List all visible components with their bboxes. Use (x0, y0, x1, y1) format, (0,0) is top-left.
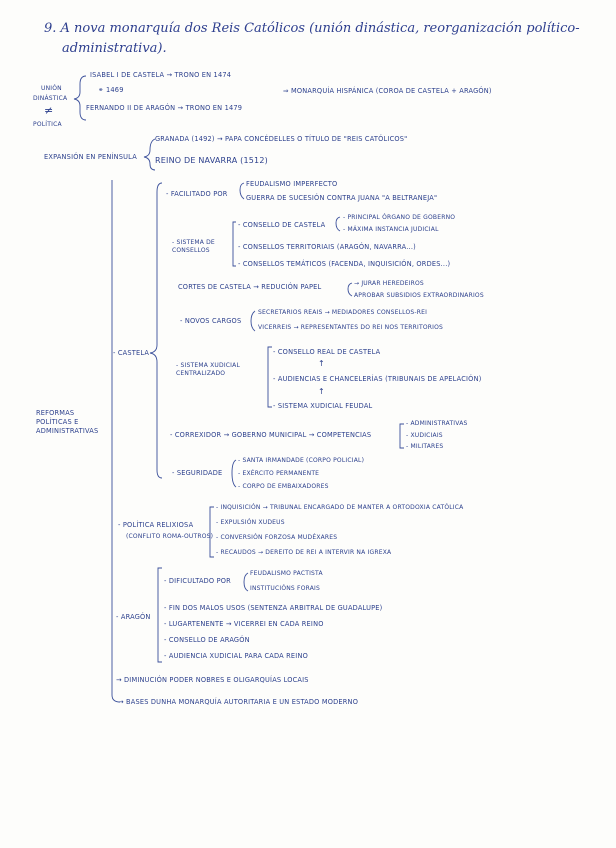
dificultado-item-2: INSTITUCIÓNS FORAIS (250, 585, 321, 592)
competencia-2: - XUDICIAIS (406, 432, 443, 439)
xudicial-item-1: - CONSELLO REAL DE CASTELA (273, 348, 381, 356)
seguridade-item-3: - CORPO DE EMBAIXADORES (238, 483, 329, 490)
fernando-line: FERNANDO II DE ARAGÓN → TRONO EN 1479 (86, 104, 243, 112)
navarra-line: REINO DE NAVARRA (1512) (155, 156, 268, 165)
facilitado-label: - FACILITADO POR (166, 190, 228, 198)
facilitado-item-1: FEUDALISMO IMPERFECTO (246, 180, 338, 188)
correxidor-label: - CORREXIDOR → GOBERNO MUNICIPAL → COMPETENCIAS (170, 431, 372, 439)
relixiosa-item-2: - EXPULSIÓN XUDEUS (216, 519, 285, 526)
relixiosa-item-3: - CONVERSIÓN FORZOSA MUDÉXARES (216, 534, 338, 541)
aragon-item-3: - CONSELLO DE ARAGÓN (164, 636, 250, 644)
up-arrow-icon: ↑ (318, 359, 325, 368)
cortes-item-2: APROBAR SUBSIDIOS EXTRAORDINARIOS (354, 292, 484, 299)
xudicial-item-2: - AUDIENCIAS E CHANCELERÍAS (TRIBUNAIS DE APELACIÓN) (273, 375, 482, 383)
relixiosa-label: - POLÍTICA RELIXIOSA (118, 521, 194, 529)
expansion-label: EXPANSIÓN EN PENÍNSULA (44, 153, 137, 161)
consello-castela-item-2: - MÁXIMA INSTANCIA JUDICIAL (343, 226, 439, 233)
seguridade-label: - SEGURIDADE (172, 469, 223, 477)
up-arrow-icon-2: ↑ (318, 387, 325, 396)
consellos-territoriais: - CONSELLOS TERRITORIAIS (ARAGÓN, NAVARRA...) (238, 243, 416, 251)
not-equal-sign: ≠ (44, 104, 54, 117)
page-title: 9. A nova monarquía dos Reis Católicos (unión dinástica, reorganización político- (44, 21, 580, 36)
novos-cargos-label: - NOVOS CARGOS (180, 317, 242, 325)
union-result: ⇒ MONARQUÍA HISPÁNICA (COROA DE CASTELA + ARAGÓN) (283, 87, 492, 95)
union-label-3: POLÍTICA (33, 121, 62, 128)
cortes-item-1: → JURAR HEREDEIROS (354, 280, 424, 287)
consellos-label: - SISTEMA DE CONSELLOS (172, 239, 215, 254)
page-title-cont: administrativa). (62, 41, 167, 56)
footer-line-1: → DIMINUCIÓN PODER NOBRES E OLIGARQUÍAS LOCAIS (116, 676, 309, 684)
union-label-1: UNIÓN (41, 85, 62, 92)
facilitado-item-2: GUERRA DE SUCESIÓN CONTRA JUANA "A BELTRANEJA" (246, 194, 438, 202)
seguridade-item-2: - EXÉRCITO PERMANENTE (238, 470, 320, 477)
cortes-label: CORTES DE CASTELA → REDUCIÓN PAPEL (178, 283, 322, 291)
aragon-item-4: - AUDIENCIA XUDICIAL PARA CADA REINO (164, 652, 308, 660)
novos-cargos-item-1: SECRETARIOS REAIS → MEDIADORES CONSELLOS-REI (258, 309, 428, 316)
footer-line-2: → BASES DUNHA MONARQUÍA AUTORITARIA E UN ESTADO MODERNO (118, 698, 359, 706)
consellos-tematicos: - CONSELLOS TEMÁTICOS (FACENDA, INQUISICIÓN, ORDES...) (238, 260, 451, 268)
marriage-line: ⚭ 1469 (98, 86, 124, 94)
competencia-1: - ADMINISTRATIVAS (406, 420, 468, 427)
xudicial-item-3: - SISTEMA XUDICIAL FEUDAL (273, 402, 373, 410)
isabel-line: ISABEL I DE CASTELA → TRONO EN 1474 (90, 71, 232, 79)
relixiosa-sub: (CONFLITO ROMA-OUTROS) (126, 533, 214, 540)
castela-label: - CASTELA (113, 349, 150, 357)
granada-line: GRANADA (1492) → PAPA CONCÉDELLES O TÍTULO DE "REIS CATÓLICOS" (155, 135, 408, 143)
seguridade-item-1: - SANTA IRMANDADE (CORPO POLICIAL) (238, 457, 365, 464)
novos-cargos-item-2: VICERREIS → REPRESENTANTES DO REI NOS TERRITORIOS (258, 324, 444, 331)
consello-castela: - CONSELLO DE CASTELA (238, 221, 326, 229)
dificultado-item-1: FEUDALISMO PACTISTA (250, 570, 323, 577)
xudicial-label: - SISTEMA XUDICIAL CENTRALIZADO (176, 362, 241, 378)
dificultado-label: - DIFICULTADO POR (164, 577, 231, 585)
reforms-label: REFORMAS POLÍTICAS E ADMINISTRATIVAS (36, 409, 99, 435)
aragon-label: - ARAGÓN (116, 613, 151, 621)
relixiosa-item-1: - INQUISICIÓN → TRIBUNAL ENCARGADO DE MANTER A ORTODOXIA CATÓLICA (216, 504, 464, 511)
aragon-item-1: - FIN DOS MALOS USOS (SENTENZA ARBITRAL DE GUADALUPE) (164, 604, 383, 612)
competencia-3: - MILITARES (406, 443, 444, 450)
union-label-2: DINÁSTICA (33, 95, 68, 102)
aragon-item-2: - LUGARTENENTE → VICERREI EN CADA REINO (164, 620, 324, 628)
consello-castela-item-1: - PRINCIPAL ÓRGANO DE GOBERNO (343, 214, 456, 221)
relixiosa-item-4: - RECAUDOS → DEREITO DE REI A INTERVIR NA IGREXA (216, 549, 392, 556)
